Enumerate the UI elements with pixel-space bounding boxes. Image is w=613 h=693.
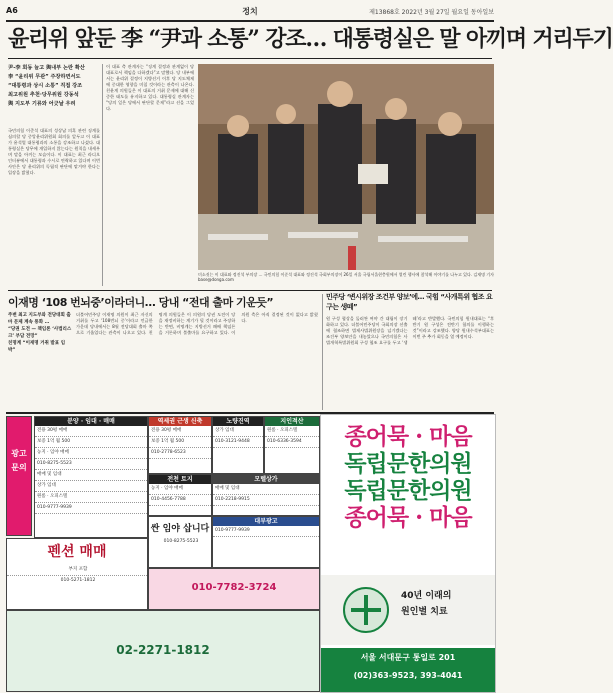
ad-box	[264, 416, 320, 474]
ad-box	[148, 516, 212, 568]
ad-box	[212, 516, 320, 568]
ad-box	[6, 538, 148, 610]
ad-line: 보증 1억 월 500	[149, 437, 211, 448]
page-header	[6, 4, 494, 22]
lead-bullet: 尹-李 회동 늘고 與내부 논란 확산	[8, 65, 85, 71]
ad-line: 전용 30평 매매	[35, 426, 147, 437]
story2-sub: “당권 도전 — 책임론 ‘사법리스크’ 부담 전망”	[8, 327, 72, 339]
ad-line: 010-8275-5523	[35, 459, 147, 470]
ad-title: 펜션 매매	[47, 544, 107, 560]
ad-footer	[321, 648, 495, 692]
ad-line: 농지 · 임야 매매	[149, 484, 211, 495]
ad-line: 농지 · 임야 매매	[35, 448, 147, 459]
photo-caption: 미소짓는 이 대표와 정진석 부의장 … 국민의힘 이준석 대표와 정진석 국회부의장이 26일 서울 국립서울현충원에서 열린 행사에 참석해 이야기를 나누고 있다. 김재명 기자 base@donga.com	[198, 272, 494, 282]
ad-line: 상가 임대	[213, 426, 263, 437]
divider	[8, 58, 492, 59]
ad-side-tab: 광고 문의	[6, 416, 32, 536]
ad-phone: 010-4456-7788	[149, 495, 211, 506]
main-headline: 윤리위 앞둔 李 “尹과 소통” 강조… 대통령실은 말 아끼며 거리두기	[8, 26, 613, 52]
photo-illustration	[198, 64, 494, 270]
ad-phone: 010-9777-9939	[213, 526, 319, 537]
ad-box	[148, 416, 212, 474]
ad-slogan: 독립문한의원	[344, 450, 472, 477]
ad-phone: 02-2271-1812	[116, 643, 210, 657]
ad-slogan: 종어묵 · 마음	[344, 423, 472, 450]
ad-line: 상가 임대	[35, 481, 147, 492]
ad-line: 매매 및 임대	[213, 484, 319, 495]
ad-line: 원룸 · 오피스텔	[265, 426, 319, 437]
ad-box	[148, 474, 212, 516]
ad-title: 역세권 근생 신축	[149, 417, 211, 426]
ad-image-area	[321, 575, 495, 645]
page-number: A6	[6, 6, 18, 15]
ad-title: 전천 토지	[149, 475, 211, 484]
ad-slogan: 독립문한의원	[344, 477, 472, 504]
lead-bullet: “대통령과 상시 소통” 직접 강조	[8, 83, 83, 89]
story2-subheads	[8, 312, 72, 354]
ad-line: 전용 30평 매매	[149, 426, 211, 437]
column-divider	[322, 294, 323, 410]
section-name: 정치	[242, 7, 258, 16]
ad-phone: 010-2778-6523	[149, 448, 211, 459]
ad-title: 대부광고	[213, 517, 319, 526]
ad-tagline: 원인별 치료	[401, 607, 448, 617]
story2-sub: 주변 최고 지도부와 전당대회 출마 문제 계속 통화 …	[8, 313, 71, 325]
classified-title: 분양 · 임대 · 매매	[35, 417, 147, 426]
column-divider	[102, 64, 103, 286]
ad-title: 지인적산	[265, 417, 319, 426]
story2-sub: 친명계 “이재명 거취 발표 임박”	[8, 341, 66, 353]
clinic-ad	[320, 414, 496, 693]
ad-line: 보증 1억 월 500	[35, 437, 147, 448]
lead-bullets	[8, 64, 100, 124]
ad-line: 매매 및 임대	[35, 470, 147, 481]
ad-phone: 010-7782-3724	[191, 582, 277, 593]
lead-bullet: 李 “윤리위 무관” 주장하면서도	[8, 74, 81, 80]
ad-phone: 010-8275-5523	[163, 539, 199, 544]
story2-body: 더불어민주당 이재명 의원이 최근 자신의 거취를 두고 ‘108번뇌 중’이라고 언급한 가운데 당내에서는 8월 전당대회 출마 쪽으로 기울었다는 관측이 나오고 있다. 친명계 의원들은 이 의원의 당권 도전이 당을 재정비하는 계기가 될 것이라고 주장하는 반면, 비명계는 지방선거 패배 책임론을 거론하며 불출마를 요구하고 있다. 이 의원 측은 아직 결정된 것이 없다고 밝혔다.	[76, 312, 318, 335]
article-column-2: 이 대표 측 관계자는 “징계 결정과 관계없이 당 대표로서 책임을 다하겠다”고 말했다. 당 내부에서는 윤리위 결정이 지방선거 이후 당 지도체제에 중대한 영향을 미칠 것이라는 관측이 나온다. 친윤계 의원들은 이 대표의 거취 문제에 대해 신중한 태도를 유지하고 있다. 대통령실 관계자는 “당의 일은 당에서 판단할 문제”라고 선을 그었다.	[106, 64, 194, 111]
classified-ads	[6, 416, 318, 691]
ad-phone: 010-6336-3594	[265, 437, 319, 448]
ad-box	[212, 474, 320, 516]
ad-title: 모텔상가	[213, 475, 319, 484]
classified-board	[34, 416, 148, 538]
lead-bullet: 與 지도부 기류와 어긋날 우려	[8, 101, 76, 107]
ad-phone: (02)363-9523, 393-4041	[353, 671, 463, 680]
news-photo	[198, 64, 494, 270]
divider	[8, 290, 492, 291]
ad-slogan: 종어묵 · 마음	[344, 504, 472, 531]
ad-phone: 010-3121-9448	[213, 437, 263, 448]
ad-address: 서울 서대문구 통일로 201	[360, 653, 456, 662]
ad-title: 싼 임야 삽니다	[150, 524, 210, 534]
ad-box	[6, 610, 320, 692]
story3-body: 원 구성 협상을 둘러싼 여야 간 대립이 장기화하고 있다. 더불어민주당이 국회의장 선출에 협조하면 법제사법위원장을 넘기겠다는 조건부 양보안을 내놓았으나 국민의힘은 사법개혁특별위원회 구성 협조 요구를 두고 ‘생떼’라고 반발했다. 국민의힘 원내대표는 “후반기 원 구성은 전반기 합의를 이행하는 것”이라고 강조했다. 양당 원내수석부대표는 이번 주 추가 회동을 열 예정이다.	[326, 316, 494, 345]
ad-line: 원룸 · 오피스텔	[35, 492, 147, 503]
ad-title: 노량진역	[213, 417, 263, 426]
ad-years: 40년 이래의	[401, 591, 452, 601]
article-column-1: 국민의힘 이준석 대표의 성상납 의혹 관련 징계를 심의할 당 중앙윤리위원회 회의를 앞두고 이 대표가 윤석열 대통령과의 소통을 강조하고 나섰다. 대통령실은 당무에 개입하지 않는다는 원칙을 내세우며 말을 아끼는 모습이다. 이 대표는 최근 라디오 인터뷰에서 대통령과 수시로 연락하고 있다며 이번 사안은 당 윤리위의 독립적 판단에 맡겨야 한다는 입장을 밝혔다.	[8, 128, 100, 175]
lead-bullet: 최고위원 추천·당무위원 강동석	[8, 92, 79, 98]
ad-box	[148, 568, 320, 610]
ad-line: 010-9777-9939	[35, 503, 147, 514]
ad-phone: 010-2218-9915	[213, 495, 319, 506]
ad-phone: 010-5271-1812	[60, 578, 96, 583]
story2-headline: 이재명 ‘108 번뇌중’이라더니… 당내 “전대 출마 기운듯”	[8, 296, 274, 309]
issue-date: 제13868호 2022년 3월 27일 월요일 동아일보	[369, 9, 494, 16]
story3-headline: 민주당 ‘변시위장 조건부 양보’에… 국힘 “사개특위 협조 요구는 생떼”	[326, 293, 493, 311]
ad-box	[212, 416, 264, 474]
ad-line: 부지 포함	[7, 565, 147, 576]
